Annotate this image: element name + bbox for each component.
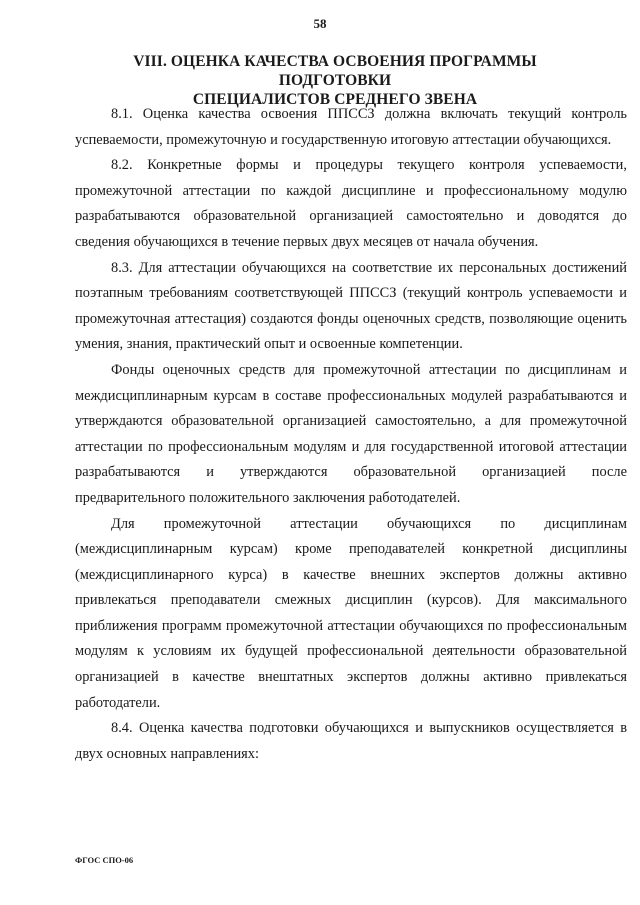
section-heading-line-1: VIII. ОЦЕНКА КАЧЕСТВА ОСВОЕНИЯ ПРОГРАММЫ ПОДГОТОВКИ <box>133 53 537 89</box>
paragraph-assessment-funds: Фонды оценочных средств для промежуточной аттестации по дисциплинам и междисциплинарным курсам в составе профессиональных модулей разрабатываются и утверждаются образовательной организацией самостоятельно, а для промежуточной аттестации по профессиональным модулям и для государственной итоговой аттестации разрабатываются и утверждаются образовательной организацией после предварительного положительного заключения работодателей. <box>75 361 627 506</box>
footer-standard-code: ФГОС СПО-06 <box>75 855 134 865</box>
section-heading <box>95 52 575 109</box>
document-body <box>75 102 627 767</box>
paragraph-8-3: 8.3. Для аттестации обучающихся на соответствие их персональных достижений поэтапным требованиям соответствующей ППССЗ (текущий контроль успеваемости и промежуточная аттестация) создаются фонды оценочных средств, позволяющие оценить умения, знания, практический опыт и освоенные компетенции. <box>75 259 627 353</box>
paragraph-external-experts: Для промежуточной аттестации обучающихся по дисциплинам (междисциплинарным курсам) кроме преподавателей конкретной дисциплины (междисциплинарного курса) в качестве внешних экспертов должны активно привлекаться преподаватели смежных дисциплин (курсов). Для максимального приближения программ промежуточной аттестации обучающихся по профессиональным модулям к условиям их будущей профессиональной деятельности образовательной организацией в качестве внештатных экспертов должны активно привлекаться работодатели. <box>75 515 627 711</box>
paragraph-8-4: 8.4. Оценка качества подготовки обучающихся и выпускников осуществляется в двух основных направлениях: <box>75 720 627 762</box>
page-number: 58 <box>313 16 327 31</box>
section-heading-line-2: СПЕЦИАЛИСТОВ СРЕДНЕГО ЗВЕНА <box>192 91 478 108</box>
paragraph-8-2: 8.2. Конкретные формы и процедуры текущего контроля успеваемости, промежуточной аттестации по каждой дисциплине и профессиональному модулю разрабатываются образовательной организацией самостоятельно и доводятся до сведения обучающихся в течение первых двух месяцев от начала обучения. <box>75 157 627 250</box>
paragraph-8-1: 8.1. Оценка качества освоения ППССЗ должна включать текущий контроль успеваемости, промежуточную и государственную итоговую аттестации обучающихся. <box>75 106 627 148</box>
